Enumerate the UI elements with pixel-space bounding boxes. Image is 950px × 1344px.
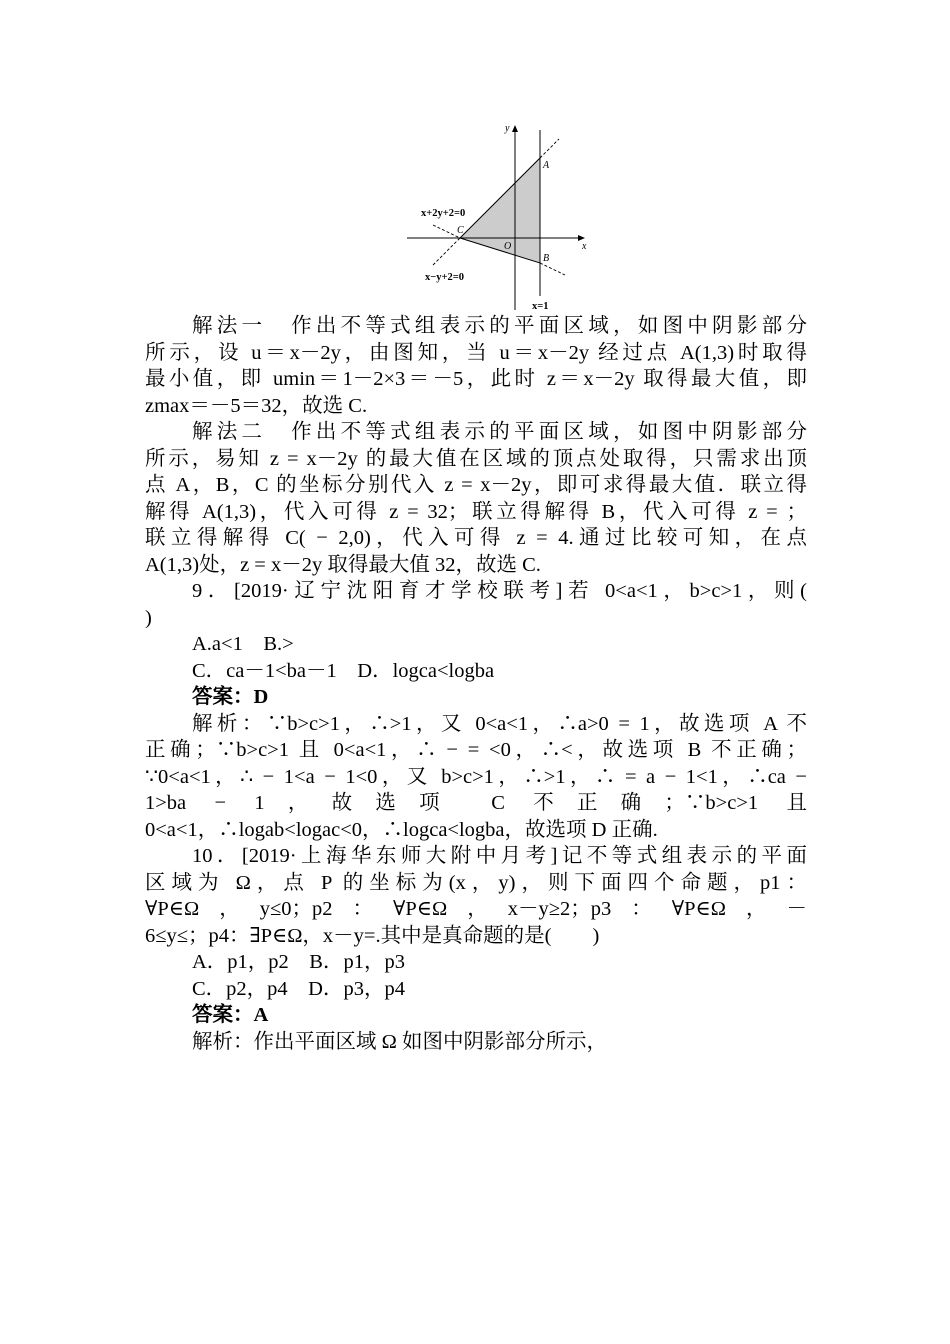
question-10-analysis: 解析：作出平面区域 Ω 如图中阴影部分所示， xyxy=(192,1030,607,1053)
question-9-analysis-4: 1>ba − 1，故选项 C 不正确；∵b>c>1 且 xyxy=(145,792,807,814)
question-10-answer: 答案：A xyxy=(192,1004,269,1026)
question-10-options-cd: C．p2，p4 D．p3，p4 xyxy=(192,977,405,1000)
solution-text xyxy=(145,313,807,1055)
question-9-options-cd: C．ca－1<ba－1 D．logca<logba xyxy=(192,659,495,682)
question-9-analysis-5: 0<a<1，∴logab<logac<0，∴logca<logba，故选项 D 正确. xyxy=(145,818,658,841)
origin-label: O xyxy=(504,241,512,252)
text-line-8: 解得 A(1,3)，代入可得 z = 32；联立得解得 B，代入可得 z = ； xyxy=(145,500,807,523)
text-line-4: zmax＝－5＝32，故选 C. xyxy=(145,394,368,417)
line-x-minus-y-plus-2-dashed-ext xyxy=(540,139,559,158)
region-diagram xyxy=(405,118,600,314)
shaded-region xyxy=(460,158,540,263)
question-9-stem-end: ) xyxy=(145,606,152,629)
question-10-stem-2: 区域为 Ω，点 P 的坐标为(x，y)，则下面四个命题，p1： xyxy=(145,871,807,894)
question-9-answer: 答案：D xyxy=(192,686,269,708)
point-b-label: B xyxy=(543,253,550,264)
text-line-3: 最小值，即 umin＝1－2×3＝－5，此时 z＝x－2y 取得最大值，即 xyxy=(145,368,807,390)
line-x-plus-2y-plus-2-dashed xyxy=(433,225,460,238)
question-10-stem-4: 6≤y≤；p4：∃P∈Ω，x－y=.其中是真命题的是( ) xyxy=(145,924,600,947)
axis-x-label: x xyxy=(582,241,587,252)
question-9-analysis-3: ∵0<a<1，∴ − 1<a − 1<0，又 b>c>1，∴>1，∴ = a − 1<1，∴ca − xyxy=(145,765,807,788)
y-axis-arrow xyxy=(512,125,518,132)
question-9-analysis-1: 解析：∵b>c>1，∴>1，又 0<a<1，∴a>0 = 1，故选项 A 不 xyxy=(192,712,807,735)
question-9-analysis-2: 正确；∵b>c>1 且 0<a<1，∴ − = <0，∴<，故选项 B 不正确； xyxy=(145,739,807,761)
line-x-minus-y-plus-2-dashed xyxy=(433,238,460,265)
text-line-2: 所示，设 u＝x－2y，由图知，当 u＝x－2y 经过点 A(1,3)时取得 xyxy=(145,341,807,364)
axis-y-label: y xyxy=(505,123,510,134)
question-10-options-ab: A．p1，p2 B．p1，p3 xyxy=(192,951,405,973)
text-line-1: 解法一 作出不等式组表示的平面区域，如图中阴影部分 xyxy=(192,315,807,337)
text-line-5: 解法二 作出不等式组表示的平面区域，如图中阴影部分 xyxy=(192,421,807,443)
question-10-stem: 10．[2019·上海华东师大附中月考]记不等式组表示的平面 xyxy=(192,845,807,867)
line-label-x-plus-2y: x+2y+2=0 xyxy=(421,208,466,219)
text-line-9: 联立得解得 C( − 2,0)，代入可得 z = 4.通过比较可知，在点 xyxy=(145,527,807,549)
text-line-7: 点 A，B，C 的坐标分别代入 z = x－2y，即可求得最大值．联立得 xyxy=(145,474,807,496)
line-x-plus-2y-plus-2-dashed-ext xyxy=(540,263,565,275)
line-label-x-minus-y: x−y+2=0 xyxy=(425,272,464,283)
point-a-label: A xyxy=(543,160,550,171)
question-9-options-ab: A.a<1 B.> xyxy=(192,633,294,655)
point-c-label: C xyxy=(457,225,464,236)
question-10-stem-3: ∀P∈Ω，y≤0；p2：∀P∈Ω，x－y≥2；p3：∀P∈Ω，－ xyxy=(145,898,807,920)
text-line-10: A(1,3)处，z = x－2y 取得最大值 32，故选 C. xyxy=(145,553,541,576)
question-9-stem: 9．[2019·辽宁沈阳育才学校联考]若 0<a<1，b>c>1，则( xyxy=(192,580,807,602)
coordinate-figure xyxy=(405,118,600,314)
line-label-x-eq-1: x=1 xyxy=(532,301,549,312)
text-line-6: 所示，易知 z = x－2y 的最大值在区域的顶点处取得，只需求出顶 xyxy=(145,447,807,470)
